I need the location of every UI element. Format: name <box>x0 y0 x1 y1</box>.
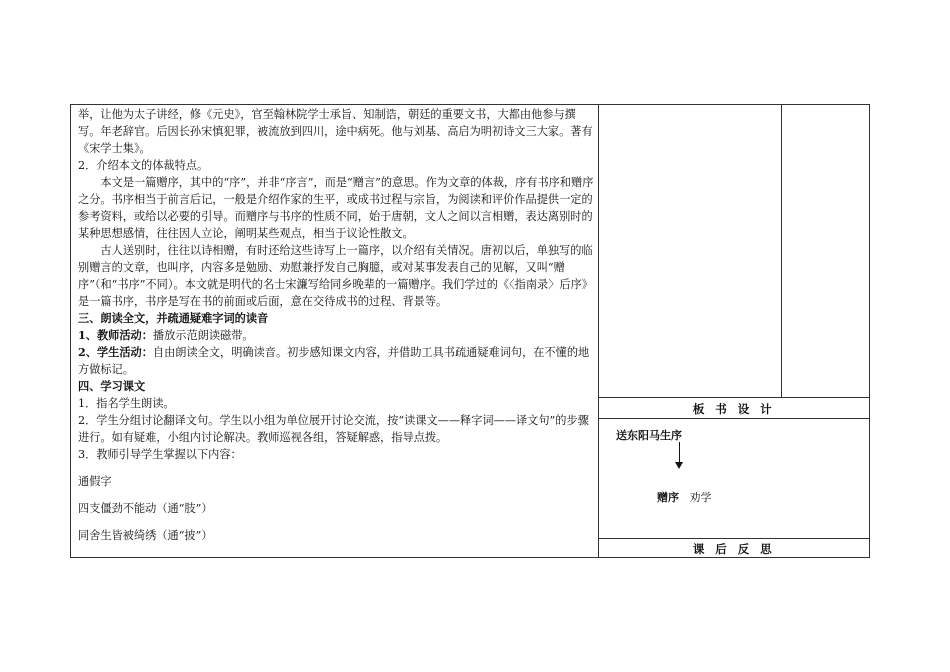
student-activity-text: 自由朗读全文，明确读音。初步感知课文内容，并借助工具书疏通疑难词句，在不懂的地方做标记。 <box>78 346 590 376</box>
step-3: 3．教师引导学生掌握以下内容： <box>78 448 242 461</box>
item-genre-intro: 2．介绍本文的体裁特点。 <box>78 159 209 172</box>
student-activity <box>78 344 598 378</box>
row-divider-reflection <box>598 538 870 539</box>
teacher-activity <box>78 327 598 344</box>
column-divider-main <box>598 104 599 558</box>
reflection-title: 课 后 反 思 <box>692 542 776 556</box>
student-activity-label: 2、学生活动： <box>78 345 153 359</box>
board-heading: 送东阳马生序 <box>616 429 682 442</box>
section-heading-study: 四、学习课文 <box>78 379 146 393</box>
column-divider-right <box>781 104 782 398</box>
genre-paragraph-1: 本文是一篇赠序，其中的“序”，并非“序言”，而是“赠言”的意思。作为文章的体裁，序有书序和赠序之分。书序相当于前言后记，一般是介绍作家的生平，或成书过程与宗旨，为阅读和评价作品提供一定的参考资料，或给以必要的引导。而赠序与书序的性质不同，始于唐朝，文人之间以言相赠，表达离别时的某种思想感情，往往因人立论，阐明某些观点，相当于议论性散文。 <box>78 176 594 240</box>
row-divider-board-header <box>598 418 870 419</box>
board-genre-line <box>657 489 712 505</box>
board-theme: 劝学 <box>689 491 712 504</box>
teacher-activity-text: 播放示范朗读磁带。 <box>152 329 254 342</box>
tongjia-example-1: 四支僵劲不能动（通“肢”） <box>78 502 213 515</box>
step-1: 1．指名学生朗读。 <box>78 397 175 410</box>
arrow-head-icon <box>675 462 683 469</box>
tongjia-heading: 通假字 <box>78 475 112 488</box>
step-2: 2．学生分组讨论翻译文句。学生以小组为单位展开讨论交流，按“读课文——释字词——译文句”的步骤进行。如有疑难，小组内讨论解决。教师巡视各组，答疑解惑，指导点拨。 <box>78 414 589 444</box>
board-genre: 赠序 <box>657 491 679 504</box>
genre-paragraph-2: 古人送别时，往往以诗相赠，有时还给这些诗写上一篇序，以介绍有关情况。唐初以后，单独写的临别赠言的文章，也叫序，内容多是勉励、劝慰兼抒发自己胸臆，或对某事发表自己的见解，又叫“赠序”（和“书序”不同）。本文就是明代的名士宋濂写给同乡晚辈的一篇赠序。我们学过的《〈指南录〉后序》是一篇书序，书序是写在书的前面或后面，意在交待成书的过程、背景等。 <box>78 244 593 308</box>
board-design-title: 板 书 设 计 <box>692 402 776 416</box>
teacher-activity-label: 1、教师活动： <box>78 328 153 342</box>
arrow-down-icon <box>679 442 680 464</box>
main-content <box>78 106 598 544</box>
section-heading-reading: 三、朗读全文，并疏通疑难字词的读音 <box>78 311 269 325</box>
biography-paragraph: 举，让他为太子讲经，修《元史》，官至翰林院学士承旨、知制诰，朝廷的重要文书，大都由他参与撰写。年老辞官。后因长孙宋慎犯罪，被流放到四川，途中病死。他与刘基、高启为明初诗文三大家。著有《宋学士集》。 <box>78 108 593 155</box>
row-divider-board-top <box>598 397 870 398</box>
tongjia-example-2: 同舍生皆被绮绣（通“披”） <box>78 529 213 542</box>
